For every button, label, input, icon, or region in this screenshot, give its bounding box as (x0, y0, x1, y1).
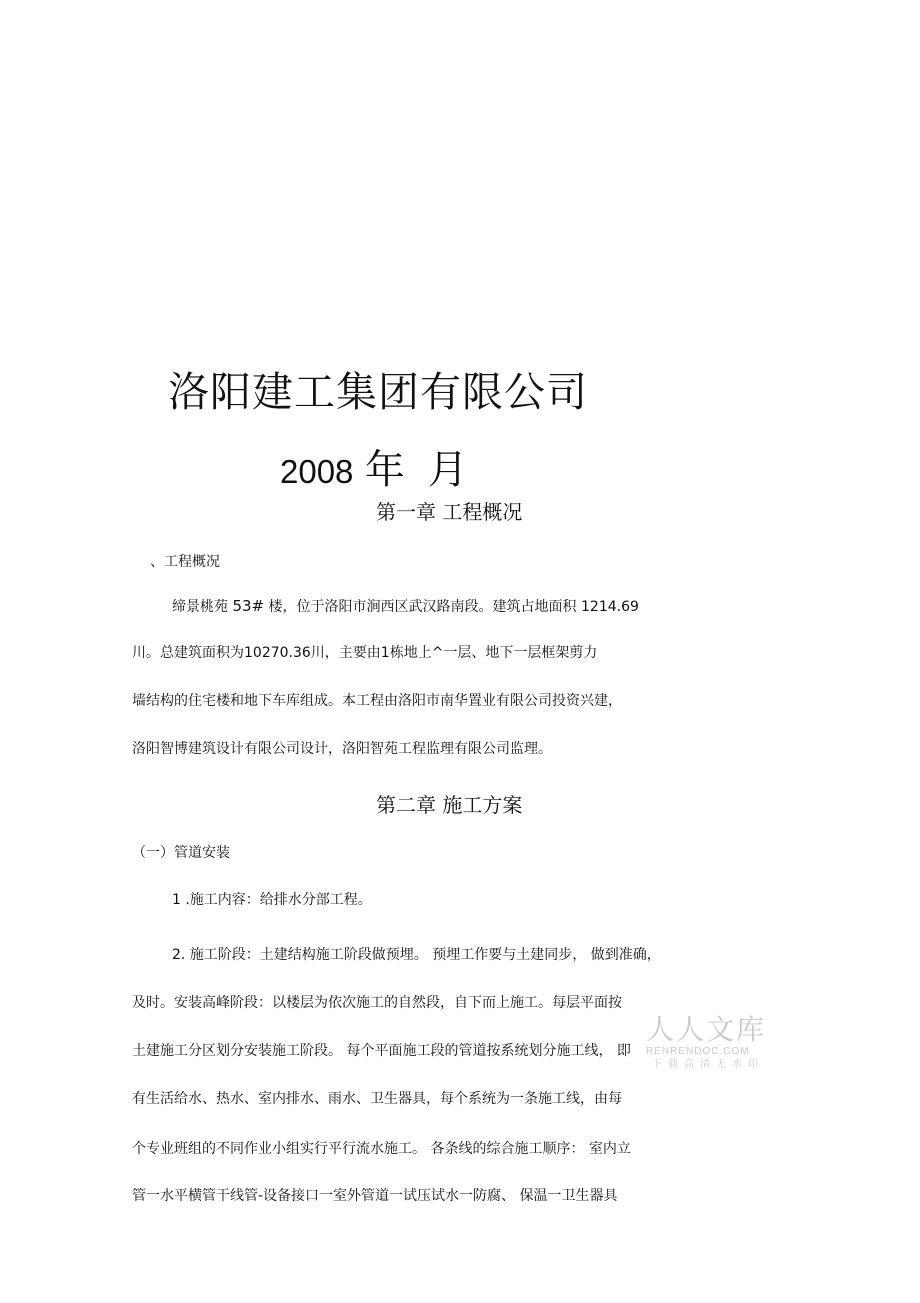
watermark-brand: 人人文库 (646, 1013, 767, 1046)
paragraph-line: 1 .施工内容：给排水分部工程。 (172, 892, 372, 908)
paragraph-line: 墙结构的住宅楼和地下车库组成。本工程由洛阳市南华置业有限公司投资兴建， (132, 693, 622, 709)
paragraph-line: 川。总建筑面积为10270.36川，主要由1栋地上^一层、地下一层框架剪力 (132, 645, 598, 661)
company-name: 洛阳建工集团有限公司 (168, 368, 588, 416)
building-number: 53# (232, 597, 265, 615)
project-location: 楼，位于洛阳市涧西区武汉路南段。建筑占地面积 1214.69 (264, 599, 639, 615)
section-pipe-installation: （一）管道安装 (132, 845, 230, 861)
paragraph-line: 及时。安装高峰阶段：以楼层为依次施工的自然段，自下而上施工。每层平面按 (132, 995, 622, 1011)
cover-month-unit: 月 (427, 447, 468, 493)
cover-date (280, 446, 468, 496)
paragraph-line (172, 596, 639, 617)
chapter-1-title: 第一章 工程概况 (376, 500, 523, 524)
paragraph-line: 有生活给水、热水、室内排水、雨水、卫生器具，每个系统为一条施工线，由每 (132, 1091, 622, 1107)
chapter-2-title: 第二章 施工方案 (376, 793, 523, 817)
project-name: 缔景桃苑 (172, 599, 228, 615)
paragraph-line: 土建施工分区划分安装施工阶段。 每个平面施工段的管道按系统划分施工线， 即 (132, 1043, 631, 1059)
watermark-tagline: 下载高清无水印 (652, 1059, 764, 1070)
watermark (646, 1014, 776, 1072)
cover-year-unit: 年 (364, 447, 405, 493)
paragraph-line: 洛阳智博建筑设计有限公司设计，洛阳智苑工程监理有限公司监理。 (132, 741, 552, 757)
section-project-overview: 、工程概况 (150, 554, 220, 570)
paragraph-line: 个专业班组的不同作业小组实行平行流水施工。 各条线的综合施工顺序： 室内立 (132, 1141, 631, 1157)
cover-year: 2008 (280, 453, 354, 490)
paragraph-line: 2. 施工阶段：土建结构施工阶段做预埋。 预埋工作要与土建同步， 做到准确， (172, 947, 661, 963)
paragraph-line: 管一水平横管干线管-设备接口一室外管道一试压试水一防腐、 保温一卫生器具 (132, 1188, 618, 1204)
watermark-url: RENRENDOC.COM (646, 1046, 750, 1057)
